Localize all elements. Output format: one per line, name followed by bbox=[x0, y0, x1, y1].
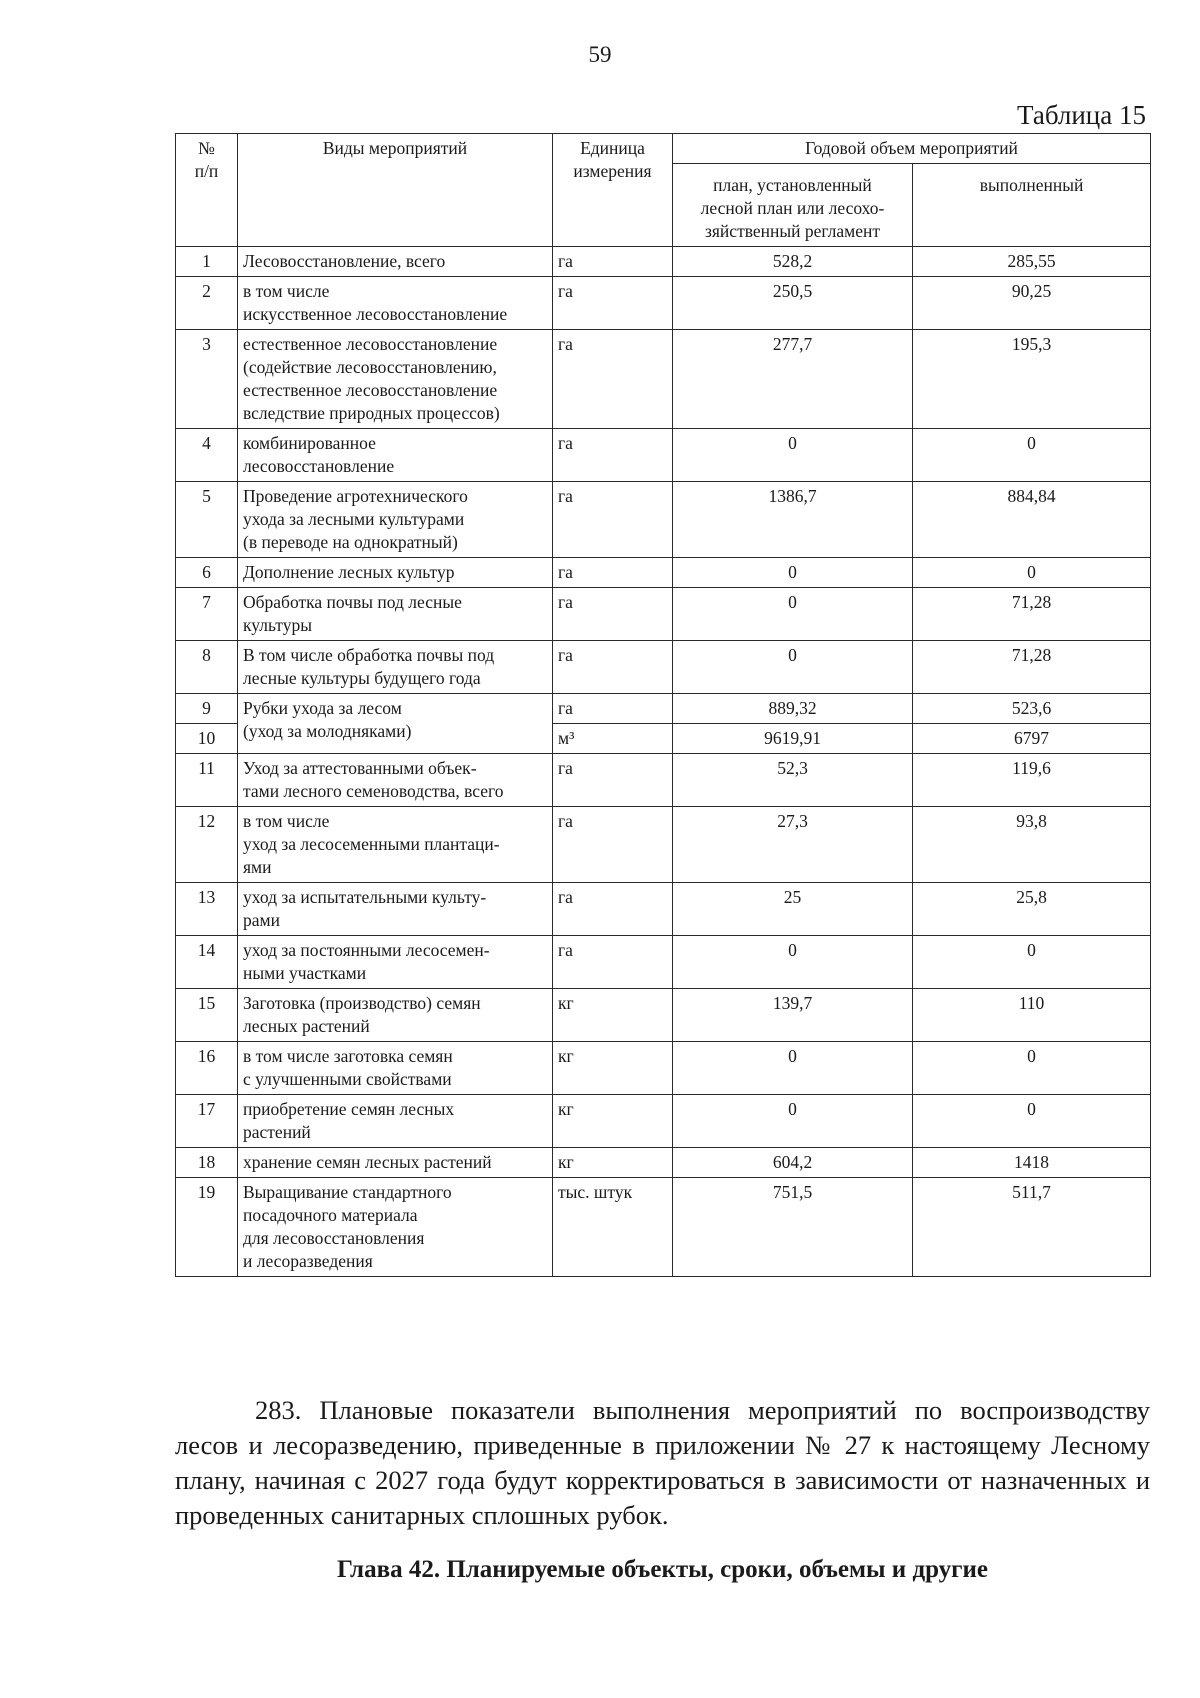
activity-name: Заготовка (производство) семян лесных растений bbox=[238, 989, 553, 1042]
table-row bbox=[176, 588, 1151, 641]
plan-value: 889,32 bbox=[673, 694, 913, 724]
activity-name: Уход за аттестованными объек- тами лесного семеноводства, всего bbox=[238, 754, 553, 807]
row-number: 5 bbox=[176, 482, 238, 558]
table-row bbox=[176, 1148, 1151, 1178]
row-number: 19 bbox=[176, 1178, 238, 1277]
table-row bbox=[176, 277, 1151, 330]
header-done: выполненный bbox=[913, 164, 1151, 247]
unit-cell: кг bbox=[553, 1042, 673, 1095]
done-value: 195,3 bbox=[913, 330, 1151, 429]
plan-value: 25 bbox=[673, 883, 913, 936]
unit-cell: кг bbox=[553, 1148, 673, 1178]
plan-value: 27,3 bbox=[673, 807, 913, 883]
unit-cell: га bbox=[553, 277, 673, 330]
row-number: 12 bbox=[176, 807, 238, 883]
plan-value: 604,2 bbox=[673, 1148, 913, 1178]
done-value: 0 bbox=[913, 558, 1151, 588]
unit-cell: га bbox=[553, 694, 673, 724]
unit-cell: га bbox=[553, 807, 673, 883]
row-number: 11 bbox=[176, 754, 238, 807]
unit-cell: га bbox=[553, 247, 673, 277]
unit-cell: кг bbox=[553, 1095, 673, 1148]
unit-cell: га bbox=[553, 754, 673, 807]
activity-name: В том числе обработка почвы под лесные культуры будущего года bbox=[238, 641, 553, 694]
done-value: 119,6 bbox=[913, 754, 1151, 807]
plan-value: 0 bbox=[673, 1095, 913, 1148]
unit-cell: тыс. штук bbox=[553, 1178, 673, 1277]
done-value: 523,6 bbox=[913, 694, 1151, 724]
table-caption: Таблица 15 bbox=[1017, 100, 1146, 130]
done-value: 6797 bbox=[913, 724, 1151, 754]
plan-value: 0 bbox=[673, 936, 913, 989]
done-value: 110 bbox=[913, 989, 1151, 1042]
plan-value: 0 bbox=[673, 641, 913, 694]
table-row bbox=[176, 641, 1151, 694]
row-number: 15 bbox=[176, 989, 238, 1042]
unit-cell: га bbox=[553, 883, 673, 936]
activity-name: в том числе заготовка семян с улучшенными свойствами bbox=[238, 1042, 553, 1095]
activity-name: естественное лесовосстановление (содействие лесовосстановлению, естественное лесовосстановление вследствие природных процессов) bbox=[238, 330, 553, 429]
header-num: № п/п bbox=[176, 134, 238, 247]
unit-cell: га bbox=[553, 330, 673, 429]
unit-cell: га bbox=[553, 641, 673, 694]
table-row bbox=[176, 247, 1151, 277]
row-number: 1 bbox=[176, 247, 238, 277]
row-number: 10 bbox=[176, 724, 238, 754]
table-row bbox=[176, 936, 1151, 989]
plan-value: 0 bbox=[673, 558, 913, 588]
activity-name: приобретение семян лесных растений bbox=[238, 1095, 553, 1148]
done-value: 1418 bbox=[913, 1148, 1151, 1178]
done-value: 25,8 bbox=[913, 883, 1151, 936]
table-row bbox=[176, 429, 1151, 482]
unit-cell: га bbox=[553, 588, 673, 641]
activity-name: Лесовосстановление, всего bbox=[238, 247, 553, 277]
plan-value: 751,5 bbox=[673, 1178, 913, 1277]
row-number: 3 bbox=[176, 330, 238, 429]
header-activity: Виды мероприятий bbox=[238, 134, 553, 247]
row-number: 7 bbox=[176, 588, 238, 641]
chapter-heading: Глава 42. Планируемые объекты, сроки, объемы и другие bbox=[336, 1556, 989, 1583]
unit-cell: га bbox=[553, 558, 673, 588]
table-row bbox=[176, 1178, 1151, 1277]
unit-cell: га bbox=[553, 429, 673, 482]
table-row bbox=[176, 883, 1151, 936]
plan-value: 52,3 bbox=[673, 754, 913, 807]
row-number: 14 bbox=[176, 936, 238, 989]
paragraph-283: 283. Плановые показатели выполнения мероприятий по воспроизводству лесов и лесоразведению, приведенные в приложении № 27 к настоящему Лесному плану, начиная с 2027 года будут корректироваться в зависимости от назначенных и проведенных санитарных сплошных рубок. bbox=[175, 1395, 1150, 1530]
activity-name: Проведение агротехнического ухода за лесными культурами (в переводе на однократный) bbox=[238, 482, 553, 558]
table-row bbox=[176, 807, 1151, 883]
plan-value: 0 bbox=[673, 429, 913, 482]
plan-value: 0 bbox=[673, 588, 913, 641]
table-row bbox=[176, 694, 1151, 724]
forest-activities-table bbox=[175, 133, 1151, 1277]
plan-value: 139,7 bbox=[673, 989, 913, 1042]
plan-value: 0 bbox=[673, 1042, 913, 1095]
row-number: 9 bbox=[176, 694, 238, 724]
unit-cell: кг bbox=[553, 989, 673, 1042]
table-row bbox=[176, 482, 1151, 558]
table-row bbox=[176, 558, 1151, 588]
table-body bbox=[176, 247, 1151, 1277]
header-plan: план, установленный лесной план или лесохо- зяйственный регламент bbox=[673, 164, 913, 247]
done-value: 71,28 bbox=[913, 588, 1151, 641]
done-value: 511,7 bbox=[913, 1178, 1151, 1277]
activity-name: в том числе искусственное лесовосстановление bbox=[238, 277, 553, 330]
row-number: 6 bbox=[176, 558, 238, 588]
activity-name: уход за постоянными лесосемен- ными участками bbox=[238, 936, 553, 989]
activity-name: уход за испытательными культу- рами bbox=[238, 883, 553, 936]
unit-cell: м³ bbox=[553, 724, 673, 754]
row-number: 18 bbox=[176, 1148, 238, 1178]
row-number: 13 bbox=[176, 883, 238, 936]
done-value: 0 bbox=[913, 1095, 1151, 1148]
plan-value: 277,7 bbox=[673, 330, 913, 429]
unit-cell: га bbox=[553, 482, 673, 558]
done-value: 93,8 bbox=[913, 807, 1151, 883]
done-value: 90,25 bbox=[913, 277, 1151, 330]
plan-value: 528,2 bbox=[673, 247, 913, 277]
done-value: 884,84 bbox=[913, 482, 1151, 558]
table-row bbox=[176, 989, 1151, 1042]
plan-value: 9619,91 bbox=[673, 724, 913, 754]
done-value: 285,55 bbox=[913, 247, 1151, 277]
row-number: 4 bbox=[176, 429, 238, 482]
activity-name: хранение семян лесных растений bbox=[238, 1148, 553, 1178]
header-annual-volume: Годовой объем мероприятий bbox=[673, 134, 1151, 164]
activity-name: в том числе уход за лесосеменными плантаци- ями bbox=[238, 807, 553, 883]
table-row bbox=[176, 1095, 1151, 1148]
unit-cell: га bbox=[553, 936, 673, 989]
table-row bbox=[176, 1042, 1151, 1095]
activity-name: Выращивание стандартного посадочного материала для лесовосстановления и лесоразведения bbox=[238, 1178, 553, 1277]
activity-name: Дополнение лесных культур bbox=[238, 558, 553, 588]
plan-value: 1386,7 bbox=[673, 482, 913, 558]
done-value: 0 bbox=[913, 1042, 1151, 1095]
row-number: 16 bbox=[176, 1042, 238, 1095]
plan-value: 250,5 bbox=[673, 277, 913, 330]
header-unit: Единица измерения bbox=[553, 134, 673, 247]
done-value: 71,28 bbox=[913, 641, 1151, 694]
activity-name: Обработка почвы под лесные культуры bbox=[238, 588, 553, 641]
table-row bbox=[176, 330, 1151, 429]
row-number: 8 bbox=[176, 641, 238, 694]
table-row bbox=[176, 754, 1151, 807]
page-number: 59 bbox=[588, 42, 612, 67]
row-number: 2 bbox=[176, 277, 238, 330]
row-number: 17 bbox=[176, 1095, 238, 1148]
activity-name: комбинированное лесовосстановление bbox=[238, 429, 553, 482]
activity-name: Рубки ухода за лесом (уход за молодняками) bbox=[238, 694, 553, 754]
done-value: 0 bbox=[913, 936, 1151, 989]
done-value: 0 bbox=[913, 429, 1151, 482]
